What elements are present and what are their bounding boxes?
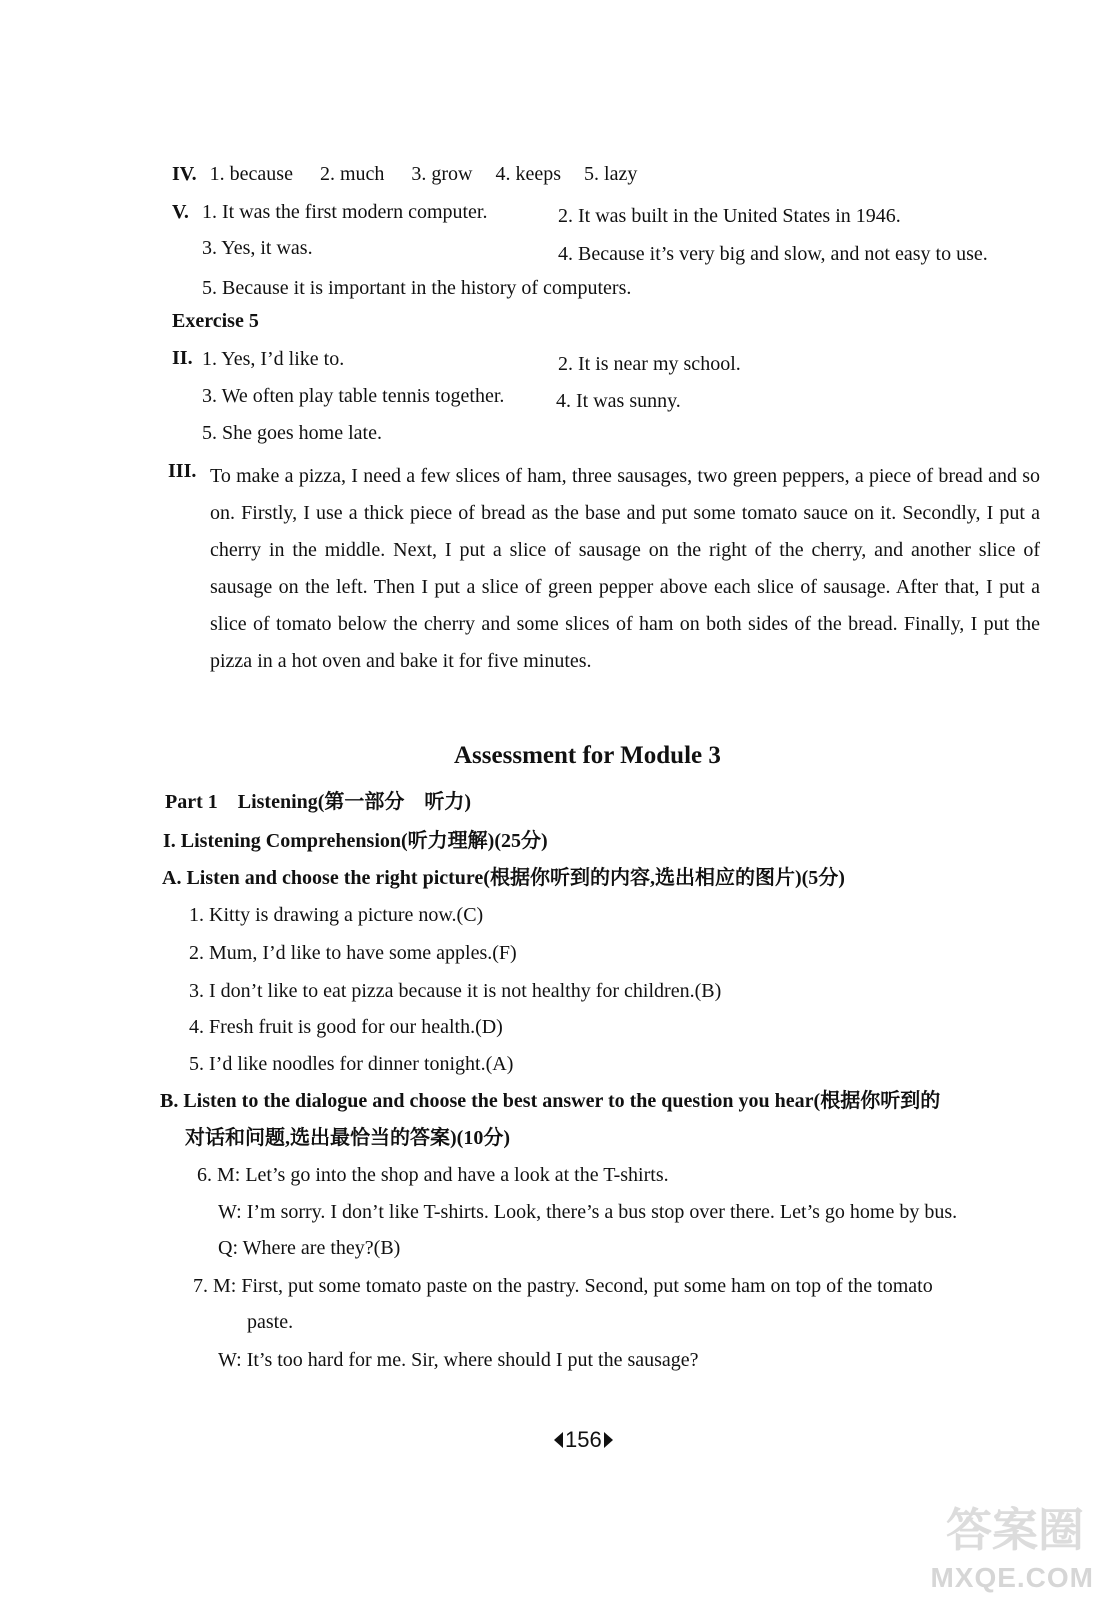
answer-item: 2. much bbox=[319, 163, 385, 185]
answer-item: 4. keeps bbox=[495, 163, 562, 185]
listening-item: 5. I’d like noodles for dinner tonight.(A) bbox=[189, 1053, 514, 1075]
answer-line: 3. Yes, it was. bbox=[202, 237, 313, 259]
answer-line: 4. Because it’s very big and slow, and not easy to use. bbox=[558, 243, 988, 265]
section-iv bbox=[172, 162, 637, 186]
section-label: V. bbox=[172, 201, 189, 223]
answer-line: 5. She goes home late. bbox=[202, 422, 382, 444]
dialogue-line: Q: Where are they?(B) bbox=[218, 1237, 401, 1259]
watermark-logo bbox=[894, 1494, 1094, 1594]
dialogue-line: 7. M: First, put some tomato paste on the pastry. Second, put some ham on top of the tomato bbox=[193, 1275, 933, 1297]
answer-line: 2. It was built in the United States in 1946. bbox=[558, 205, 901, 227]
page-number-text: 156 bbox=[565, 1427, 602, 1452]
dialogue-line: paste. bbox=[247, 1311, 294, 1333]
answer-item: 1. because bbox=[209, 163, 293, 185]
answer-item: 3. grow bbox=[411, 163, 473, 185]
listening-item: 3. I don’t like to eat pizza because it is not healthy for children.(B) bbox=[189, 980, 722, 1002]
dialogue-line: W: I’m sorry. I don’t like T-shirts. Look, there’s a bus stop over there. Let’s go home by bus. bbox=[218, 1201, 958, 1223]
section-heading-cont: 对话和问题,选出最恰当的答案)(10分) bbox=[185, 1127, 510, 1149]
answer-line: 1. It was the first modern computer. bbox=[202, 201, 488, 223]
arrow-right-icon bbox=[604, 1432, 613, 1448]
answer-line: 1. Yes, I’d like to. bbox=[202, 348, 345, 370]
dialogue-line: W: It’s too hard for me. Sir, where should I put the sausage? bbox=[218, 1349, 699, 1371]
listening-item: 1. Kitty is drawing a picture now.(C) bbox=[189, 904, 484, 926]
dialogue-line: 6. M: Let’s go into the shop and have a look at the T-shirts. bbox=[197, 1164, 669, 1186]
pizza-paragraph: To make a pizza, I need a few slices of ham, three sausages, two green peppers, a piece of bread and so on. Firstly, I use a thick piece of bread as the base and put some tomato sauce on it. Secondly, I put a cherry in the middle. Next, I put a slice of sausage on the right of the cherry, and another slice of sausage on the left. Then I put a slice of green pepper above each slice of sausage. After that, I put a slice of tomato below the cherry and some slices of ham on both sides of the bread. Finally, I put the pizza in a hot oven and bake it for five minutes. bbox=[210, 465, 1040, 672]
page-title: Assessment for Module 3 bbox=[454, 742, 721, 769]
watermark-url: MXQE.COM bbox=[930, 1562, 1094, 1593]
section-label: IV. bbox=[172, 163, 197, 185]
section-label: II. bbox=[172, 347, 193, 369]
page-number bbox=[554, 1427, 613, 1453]
section-heading: I. Listening Comprehension(听力理解)(25分) bbox=[163, 830, 548, 852]
answer-line: 5. Because it is important in the history of computers. bbox=[202, 277, 632, 299]
watermark-text: 答案圈 bbox=[946, 1503, 1084, 1557]
section-heading: A. Listen and choose the right picture(根据你听到的内容,选出相应的图片)(5分) bbox=[162, 867, 845, 889]
answer-line: 3. We often play table tennis together. bbox=[202, 385, 505, 407]
listening-item: 4. Fresh fruit is good for our health.(D) bbox=[189, 1016, 503, 1038]
answer-line: 2. It is near my school. bbox=[558, 353, 741, 375]
answer-line: 4. It was sunny. bbox=[556, 390, 681, 412]
exercise-heading: Exercise 5 bbox=[172, 310, 259, 332]
section-label: III. bbox=[168, 460, 197, 482]
part-heading: Part 1 Listening(第一部分 听力) bbox=[165, 791, 472, 813]
listening-item: 2. Mum, I’d like to have some apples.(F) bbox=[189, 942, 517, 964]
answer-item: 5. lazy bbox=[584, 163, 638, 185]
arrow-left-icon bbox=[554, 1432, 563, 1448]
section-heading: B. Listen to the dialogue and choose the best answer to the question you hear(根据你听到的 bbox=[160, 1090, 941, 1112]
